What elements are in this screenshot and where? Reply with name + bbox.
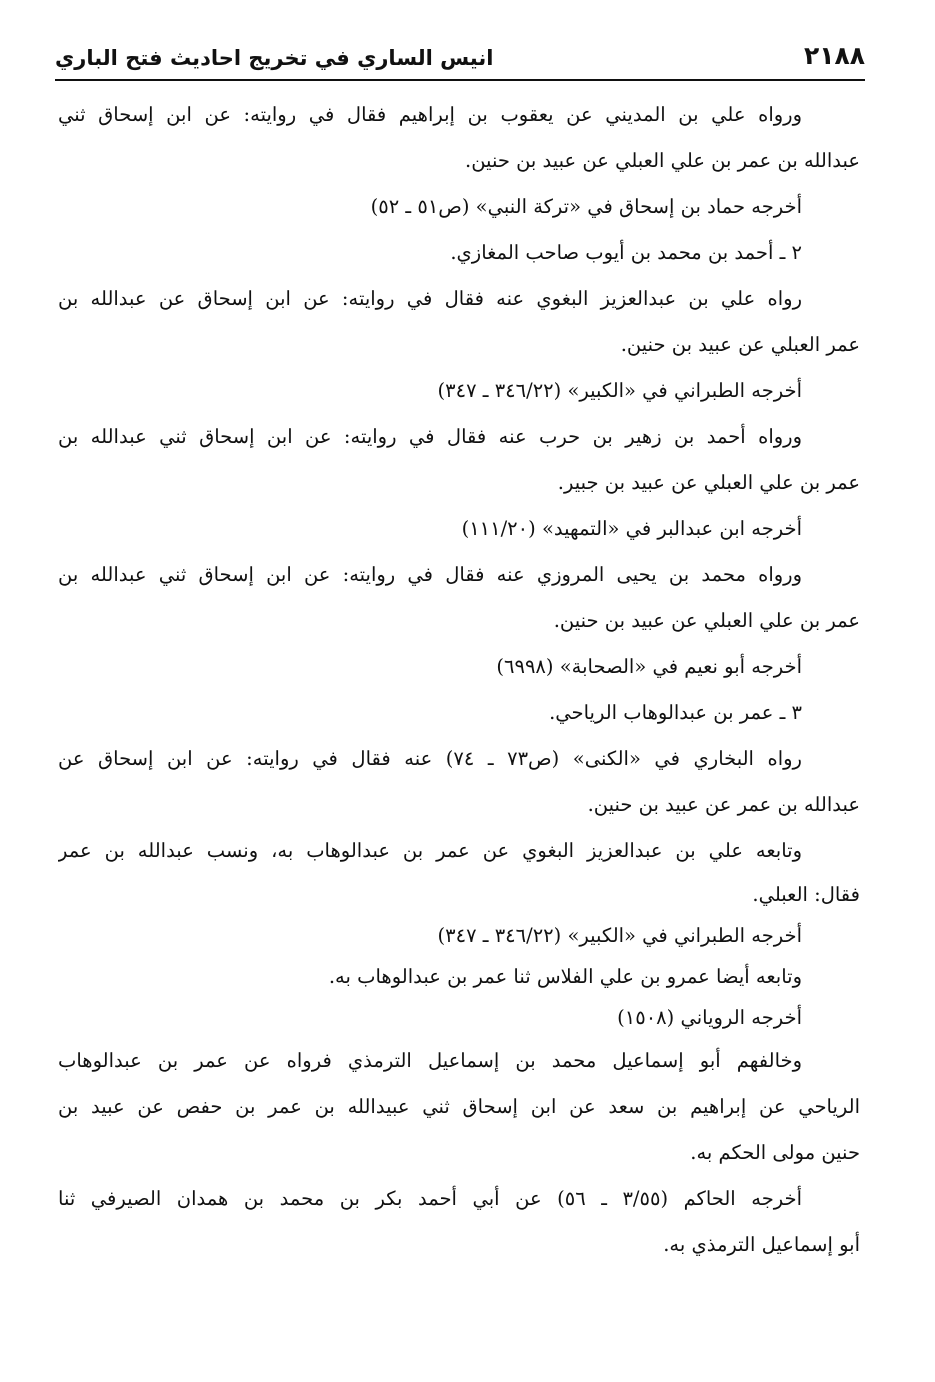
text-line: عبدالله بن عمر عن عبيد بن حنين. [587,793,860,816]
text-line: وتابعه علي بن عبدالعزيز البغوي عن عمر بن عبدالوهاب به، ونسب عبدالله بن عمر [58,839,802,862]
text-line: وتابعه أيضا عمرو بن علي الفلاس ثنا عمر بن عبدالوهاب به. [328,965,802,988]
text-line: ورواه محمد بن يحيى المروزي عنه فقال في روايته: عن ابن إسحاق ثني عبدالله بن [58,563,802,586]
text-line: أخرجه الحاكم (٣/٥٥ ـ ٥٦) عن أبي أحمد بكر بن محمد بن همدان الصيرفي ثنا [58,1187,802,1210]
section-heading: ٣ ـ عمر بن عبدالوهاب الرياحي. [549,701,802,724]
text-line: أخرجه الطبراني في «الكبير» (٣٤٦/٢٢ ـ ٣٤٧) [437,924,802,947]
text-line: ورواه أحمد بن زهير بن حرب عنه فقال في روايته: عن ابن إسحاق ثني عبدالله بن [58,425,802,448]
text-line: أبو إسماعيل الترمذي به. [663,1233,860,1256]
text-line: حنين مولى الحكم به. [690,1141,860,1164]
text-line: عمر بن علي العبلي عن عبيد بن حنين. [553,609,860,632]
text-line: عمر العبلي عن عبيد بن حنين. [620,333,860,356]
text-line: أخرجه أبو نعيم في «الصحابة» (٦٩٩٨) [496,655,802,678]
text-line: رواه البخاري في «الكنى» (ص٧٣ ـ ٧٤) عنه فقال في روايته: عن ابن إسحاق عن [58,747,802,770]
page-number: ٢١٨٨ [803,41,865,70]
text-line: أخرجه الطبراني في «الكبير» (٣٤٦/٢٢ ـ ٣٤٧) [437,379,802,402]
text-line: أخرجه ابن عبدالبر في «التمهيد» (١١١/٢٠) [461,517,802,540]
text-line: أخرجه الروياني (١٥٠٨) [617,1006,802,1029]
text-line: ورواه علي بن المديني عن يعقوب بن إبراهيم فقال في روايته: عن ابن إسحاق ثني [58,103,802,126]
text-line: رواه علي بن عبدالعزيز البغوي عنه فقال في روايته: عن ابن إسحاق عن عبدالله بن [58,287,802,310]
text-line: فقال: العبلي. [752,883,860,906]
section-heading: ٢ ـ أحمد بن محمد بن أيوب صاحب المغازي. [450,241,802,264]
text-line: عمر بن علي العبلي عن عبيد بن جبير. [557,471,860,494]
running-title: انيس الساري في تخريج احاديث فتح الباري [55,46,494,70]
page-header [55,38,865,78]
page-body [58,92,860,1268]
header-rule [55,79,865,81]
text-line: وخالفهم أبو إسماعيل محمد بن إسماعيل الترمذي فرواه عن عمر بن عبدالوهاب [58,1049,802,1072]
text-line: عبدالله بن عمر بن علي العبلي عن عبيد بن حنين. [465,149,860,172]
text-line: أخرجه حماد بن إسحاق في «تركة النبي» (ص٥١ ـ ٥٢) [370,195,802,218]
text-line: الرياحي عن إبراهيم بن سعد عن ابن إسحاق ثني عبيدالله بن عمر بن حفص عن عبيد بن [58,1095,860,1118]
